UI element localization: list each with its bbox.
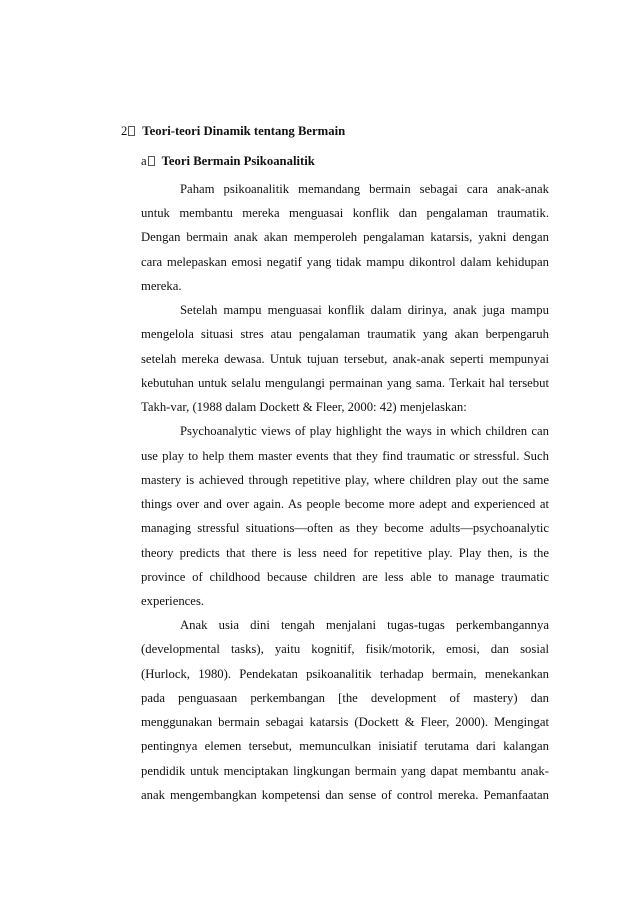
text-line: experiences. — [141, 593, 205, 608]
text-line: pada penguasaan perkembangan [the development of mastery) dan — [141, 690, 549, 705]
paragraph — [141, 177, 549, 298]
missing-glyph-box-icon — [128, 126, 135, 136]
paragraph — [141, 298, 549, 419]
missing-glyph-box-icon — [148, 156, 155, 166]
text-line: Dengan bermain anak akan memperoleh pengalaman katarsis, yakni dengan — [141, 230, 549, 245]
text-line: province of childhood because children are less able to manage traumatic — [141, 569, 549, 584]
text-line: anak mengembangkan kompetensi dan sense of control mereka. Pemanfaatan — [141, 787, 549, 802]
text-line: kebutuhan untuk selalu mengulangi permainan yang sama. Terkait hal tersebut — [141, 375, 549, 390]
text-line: pendidik untuk menciptakan lingkungan bermain yang dapat membantu anak- — [141, 763, 549, 778]
text-line: (developmental tasks), yaitu kognitif, fisik/motorik, emosi, dan sosial — [141, 642, 549, 657]
text-line: use play to help them master events that they find traumatic or stressful. Such — [141, 448, 549, 463]
body-text — [141, 177, 549, 807]
subsection-title: Teori Bermain Psikoanalitik — [161, 154, 315, 168]
text-line: Anak usia dini tengah menjalani tugas-tugas perkembangannya — [180, 618, 549, 633]
text-line: (Hurlock, 1980). Pendekatan psikoanalitik terhadap bermain, menekankan — [141, 666, 549, 681]
text-line: setelah mereka dewasa. Untuk tujuan tersebut, anak-anak seperti mempunyai — [141, 351, 549, 366]
section-number: 2 — [121, 124, 128, 138]
section-title: Teori-teori Dinamik tentang Bermain — [142, 124, 346, 138]
text-line: managing stressful situations—often as they become adults—psychoanalytic — [141, 521, 549, 536]
text-line: pentingnya elemen tersebut, memunculkan inisiatif terutama dari kalangan — [141, 739, 549, 754]
text-line: theory predicts that there is less need for repetitive play. Play then, is the — [141, 545, 549, 560]
subsection-heading — [141, 149, 315, 173]
text-line: Psychoanalytic views of play highlight the ways in which children can — [180, 424, 549, 439]
text-line: cara melepaskan emosi negatif yang tidak mampu dikontrol dalam kehidupan — [141, 254, 549, 269]
text-line: menggunakan bermain sebagai katarsis (Dockett & Fleer, 2000). Mengingat — [141, 715, 549, 730]
text-line: untuk membantu mereka menguasai konflik dan pengalaman traumatik. — [141, 206, 549, 221]
text-line: mereka. — [141, 278, 182, 293]
block-quote — [141, 419, 549, 613]
paragraph — [141, 613, 549, 807]
text-line: Setelah mampu menguasai konflik dalam dirinya, anak juga mampu — [180, 303, 549, 318]
subsection-letter: a — [141, 154, 147, 168]
text-line: things over and over again. As people become more adept and experienced at — [141, 497, 549, 512]
text-line: Paham psikoanalitik memandang bermain sebagai cara anak-anak — [180, 182, 549, 196]
text-line: mengelola situasi stres atau pengalaman traumatik yang akan berpengaruh — [141, 327, 549, 342]
text-line: mastery is achieved through repetitive play, where children play out the same — [141, 472, 549, 487]
text-line: Takh-var, (1988 dalam Dockett & Fleer, 2000: 42) menjelaskan: — [141, 400, 467, 415]
section-heading — [121, 119, 345, 143]
